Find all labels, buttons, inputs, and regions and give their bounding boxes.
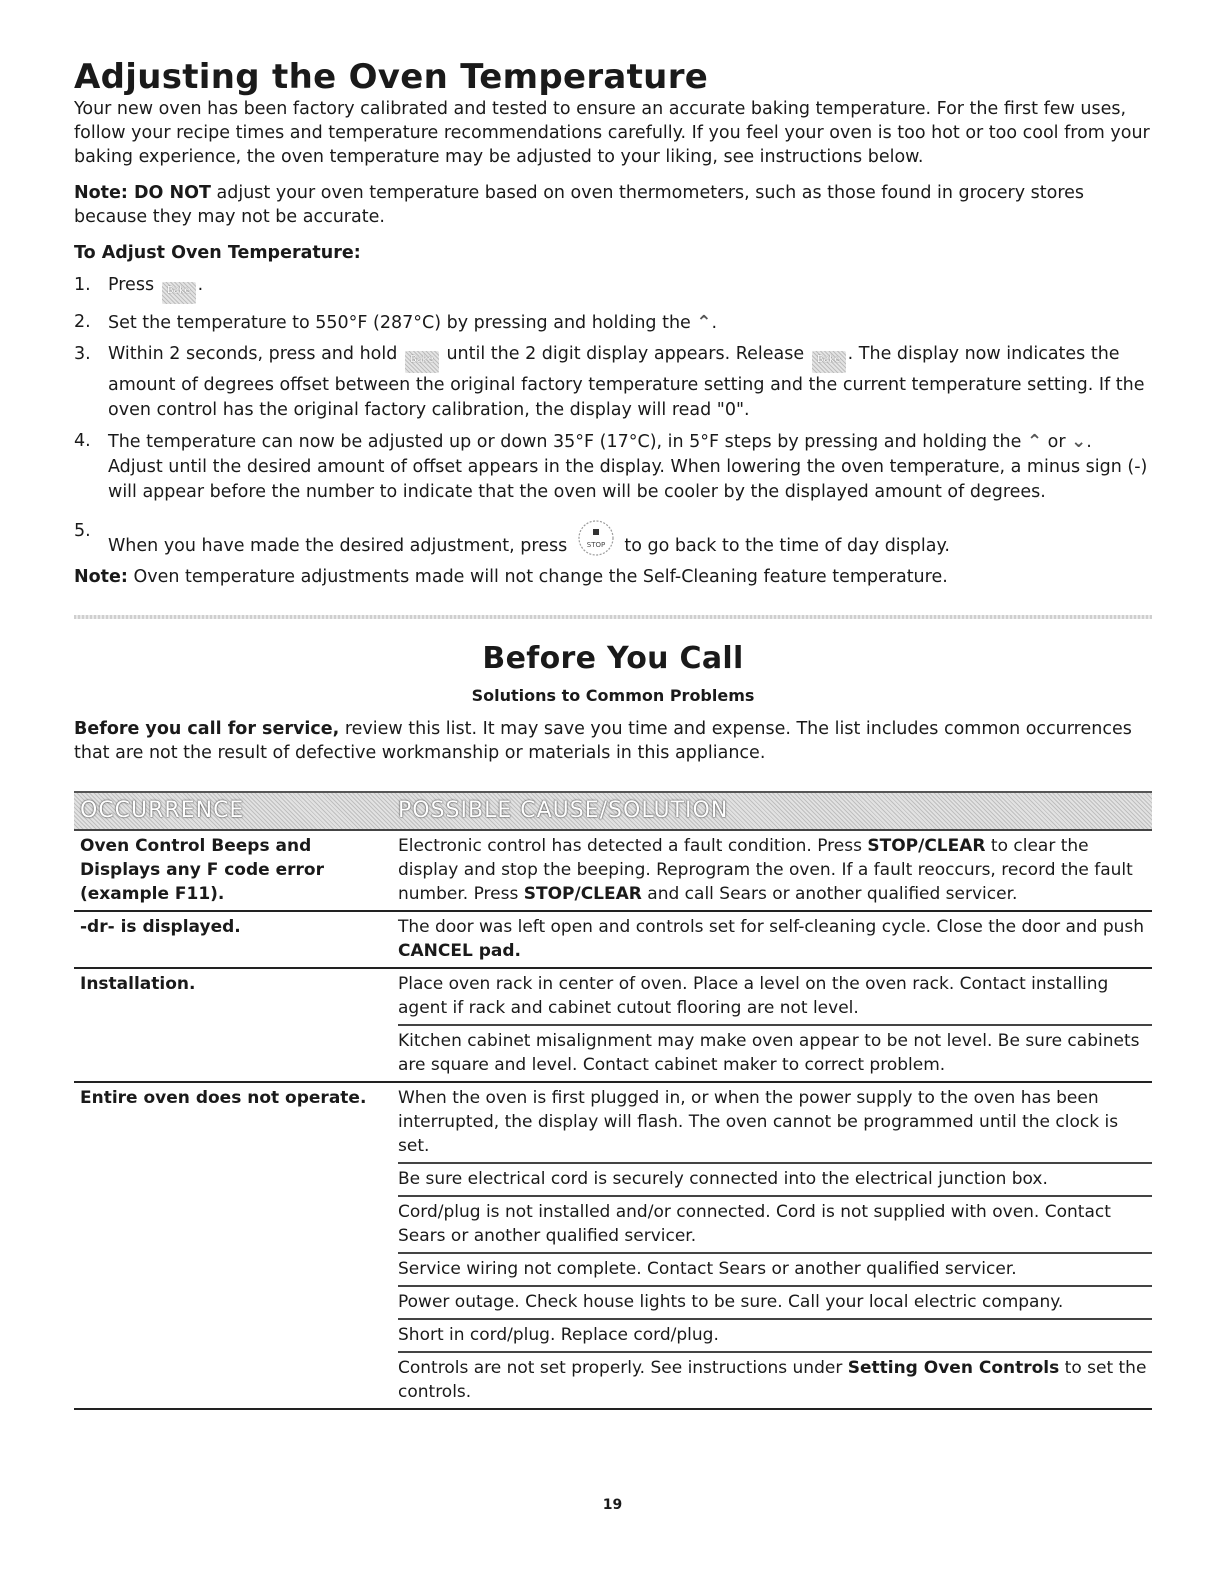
step-text: . The display now indicates the amount of degrees offset between the original factory temperature setting and the current temperature setting. If the oven control has the original factory calibration, the display will read "0". [108, 344, 1145, 421]
stop-key-label: STOP [586, 541, 606, 550]
solution-cell [390, 969, 1152, 1081]
step-number: 3. [74, 344, 91, 365]
step-number: 5. [74, 521, 91, 542]
table-row [74, 969, 1152, 1083]
solution-bold: Setting Oven Controls [847, 1358, 1060, 1379]
step-text: . [197, 275, 204, 296]
note-paragraph [74, 181, 1152, 229]
solution-cell [390, 831, 1152, 910]
step-number: 4. [74, 431, 91, 452]
step-text: Within 2 seconds, press and hold [108, 344, 403, 365]
occurrence-cell: Oven Control Beeps and Displays any F code error (example F11). [80, 836, 324, 905]
solution-cell [390, 1083, 1152, 1408]
note-text: adjust your oven temperature based on oven thermometers, such as those found in grocery stores because they may not be accurate. [74, 183, 1085, 228]
solution-item [398, 912, 1152, 967]
intro-bold: Before you call for service, [74, 719, 340, 740]
bake-key-icon: Bake [405, 351, 439, 373]
table-row [74, 912, 1152, 969]
manual-page [74, 58, 1152, 1410]
solution-text: to clear the display and stop the beeping. Reprogram the oven. If a fault reoccurs, record the fault number. Press [398, 836, 1133, 905]
column-header-occurrence: OCCURRENCE [80, 798, 245, 824]
page-title: Adjusting the Oven Temperature [74, 57, 709, 97]
up-arrow-icon: ⌃ [696, 312, 712, 334]
occurrence-cell: Installation. [80, 974, 196, 995]
step-text: When you have made the desired adjustment, press [108, 536, 573, 557]
solution-text: to set the controls. [398, 1358, 1147, 1403]
solution-bold: STOP/CLEAR [867, 836, 986, 857]
section-subtitle: Solutions to Common Problems [471, 686, 755, 706]
note2-paragraph [74, 565, 1152, 589]
step-text: The temperature can now be adjusted up or down 35°F (17°C), in 5°F steps by pressing and holding the [108, 432, 1027, 453]
occurrence-cell: Entire oven does not operate. [80, 1088, 367, 1109]
stop-key-icon [577, 519, 615, 557]
note-label: Note: DO NOT [74, 183, 211, 204]
solution-bold: CANCEL pad. [398, 941, 521, 962]
step-text: . [711, 313, 718, 334]
subheading: To Adjust Oven Temperature: [74, 243, 361, 264]
table-row [74, 831, 1152, 912]
step-5 [74, 519, 1152, 559]
solution-item: Short in cord/plug. Replace cord/plug. [398, 1320, 1152, 1353]
steps-list [74, 273, 1152, 559]
note2-label: Note: [74, 567, 128, 588]
step-text: to go back to the time of day display. [618, 536, 950, 557]
solution-cell [390, 912, 1152, 967]
before-call-intro [74, 717, 1152, 765]
step-3 [74, 342, 1152, 423]
solution-bold: STOP/CLEAR [523, 884, 642, 905]
solution-item: Kitchen cabinet misalignment may make oven appear to be not level. Be sure cabinets are square and level. Contact cabinet maker to correct problem. [398, 1031, 1140, 1076]
step-text: until the 2 digit display appears. Release [440, 344, 810, 365]
page-number: 19 [602, 1497, 623, 1513]
table-header [74, 791, 1152, 831]
solution-item: Cord/plug is not installed and/or connected. Cord is not supplied with oven. Contact Sears or another qualified servicer. [398, 1197, 1152, 1254]
up-arrow-icon: ⌃ [1026, 431, 1043, 453]
solution-item [398, 831, 1152, 910]
step-text: or [1042, 432, 1072, 453]
table-row [74, 1083, 1152, 1410]
step-4 [74, 429, 1152, 505]
solution-item: Power outage. Check house lights to be sure. Call your local electric company. [398, 1287, 1152, 1320]
solution-text: and call Sears or another qualified servicer. [641, 884, 1018, 905]
solution-text: Controls are not set properly. See instructions under [398, 1358, 848, 1379]
step-2 [74, 310, 1152, 336]
step-number: 2. [74, 312, 91, 333]
section-divider [74, 615, 1152, 619]
intro-text: review this list. It may save you time and expense. The list includes common occurrences that are not the result of defective workmanship or materials in this appliance. [74, 719, 1132, 764]
solution-text: The door was left open and controls set for self-cleaning cycle. Close the door and push [398, 917, 1145, 938]
solution-item [398, 1353, 1152, 1408]
step-number: 1. [74, 275, 91, 296]
step-text: . Adjust until the desired amount of offset appears in the display. When lowering the oven temperature, a minus sign (-) will appear before the number to indicate that the oven will be cooler by the displayed amount of degrees. [108, 432, 1148, 503]
solution-item: Be sure electrical cord is securely connected into the electrical junction box. [398, 1164, 1152, 1197]
section-title: Before You Call [482, 641, 744, 677]
solution-text: Electronic control has detected a fault condition. Press [398, 836, 868, 857]
bake-key-icon: Bake [812, 351, 846, 373]
solution-item: Service wiring not complete. Contact Sears or another qualified servicer. [398, 1254, 1152, 1287]
intro-paragraph: Your new oven has been factory calibrated and tested to ensure an accurate baking temperature. For the first few uses, follow your recipe times and temperature recommendations carefully. If you feel your oven is too hot or too cool from your baking experience, the oven temperature may be adjusted to your liking, see instructions below. [74, 99, 1150, 168]
bake-key-icon: Bake [162, 282, 196, 304]
step-text: Set the temperature to 550°F (287°C) by pressing and holding the [108, 313, 697, 334]
note2-text: Oven temperature adjustments made will not change the Self-Cleaning feature temperature. [127, 567, 948, 588]
solution-item: When the oven is first plugged in, or when the power supply to the oven has been interrupted, the display will flash. The oven cannot be programmed until the clock is set. [398, 1083, 1152, 1164]
solution-item: Place oven rack in center of oven. Place a level on the oven rack. Contact installing agent if rack and cabinet cutout flooring are not level. [398, 969, 1152, 1026]
step-text: Press [108, 275, 160, 296]
column-header-solution: POSSIBLE CAUSE/SOLUTION [398, 798, 729, 824]
down-arrow-icon: ⌄ [1071, 431, 1087, 453]
occurrence-cell: -dr- is displayed. [80, 917, 241, 938]
step-1 [74, 273, 1152, 304]
